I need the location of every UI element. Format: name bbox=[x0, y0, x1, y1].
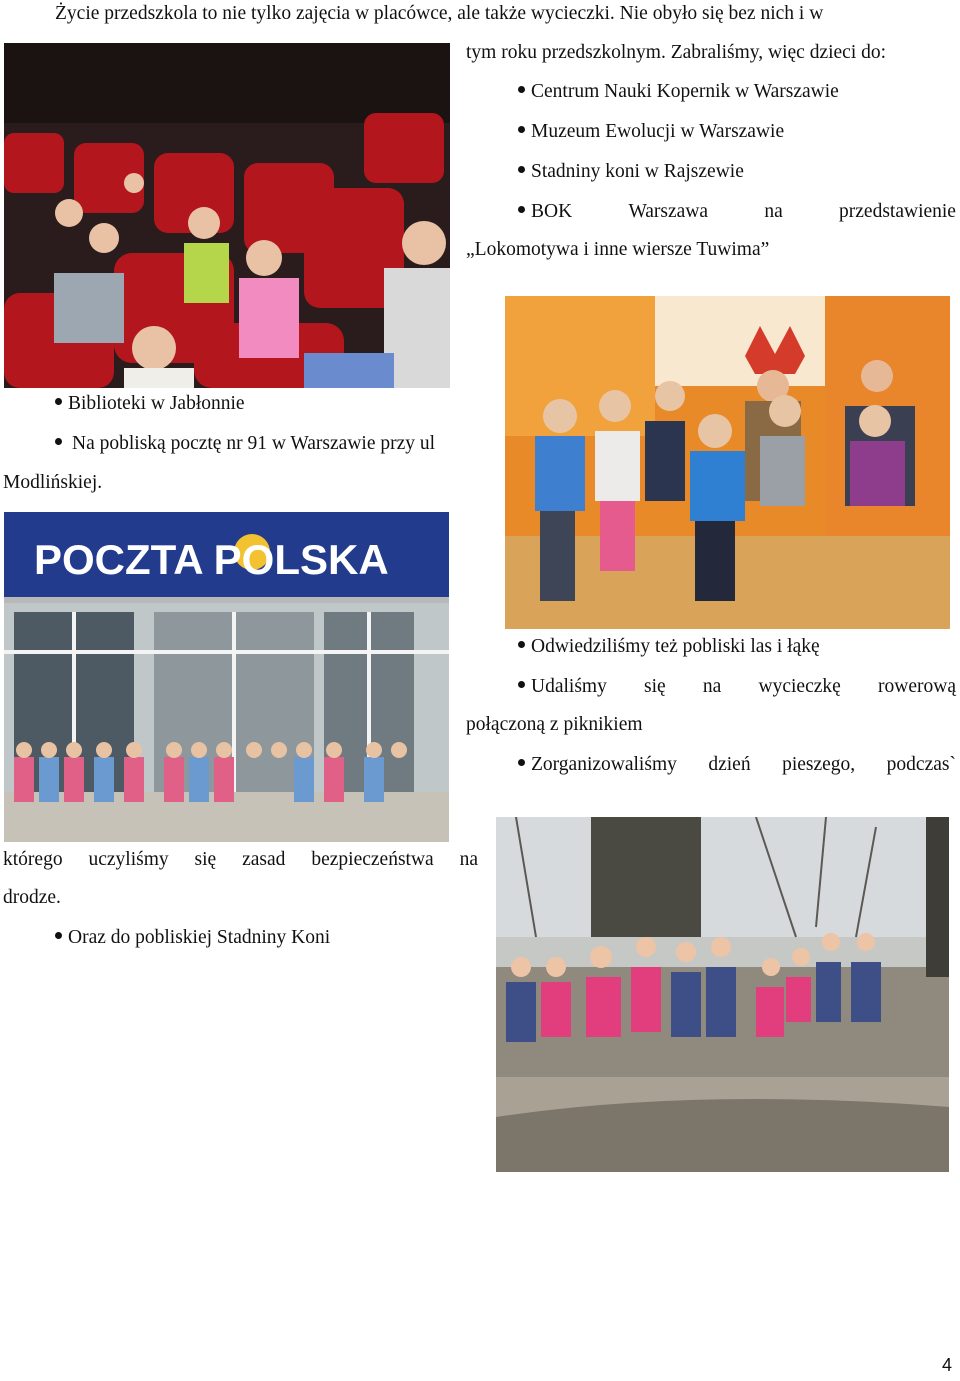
bullet-icon bbox=[518, 126, 525, 133]
intro-line-2: tym roku przedszkolnym. Zabraliśmy, więc dzieci do: bbox=[466, 42, 887, 63]
bullet-icon bbox=[518, 641, 525, 648]
list-item: Odwiedziliśmy też pobliski las i łąkę bbox=[518, 635, 820, 659]
list-item: Muzeum Ewolucji w Warszawie bbox=[518, 120, 784, 144]
photo-post-office-children bbox=[4, 512, 449, 842]
bullet-icon bbox=[518, 681, 525, 688]
photo-theatre-children bbox=[4, 43, 450, 388]
bullet-icon bbox=[55, 932, 62, 939]
list-item-continuation: połączoną z piknikiem bbox=[466, 714, 643, 735]
bullet-icon bbox=[518, 166, 525, 173]
page-number: 4 bbox=[941, 1355, 952, 1375]
bullet-icon bbox=[518, 206, 525, 213]
list-item-continuation: „Lokomotywa i inne wiersze Tuwima” bbox=[466, 239, 770, 260]
bullet-icon bbox=[518, 86, 525, 93]
list-item: Biblioteki w Jabłonnie bbox=[55, 392, 245, 416]
list-item-continuation: którego uczyliśmy się zasad bezpieczeństwa na bbox=[3, 849, 478, 870]
bullet-icon bbox=[518, 759, 525, 766]
bullet-icon bbox=[55, 398, 62, 405]
list-item: Stadniny koni w Rajszewie bbox=[518, 160, 744, 184]
list-item-continuation: Modlińskiej. bbox=[3, 472, 103, 493]
intro-line-1: Życie przedszkola to nie tylko zajęcia w placówce, ale także wycieczki. Nie obyło się bez nich i w bbox=[55, 3, 824, 24]
list-item: Oraz do pobliskiej Stadniny Koni bbox=[55, 926, 330, 950]
list-item: BOK Warszawa na przedstawienie bbox=[518, 200, 956, 224]
photo-outdoor-children-tree bbox=[496, 817, 949, 1172]
list-item: Na pobliską pocztę nr 91 w Warszawie przy ul bbox=[55, 432, 435, 456]
bullet-icon bbox=[55, 438, 62, 445]
list-item: Zorganizowaliśmy dzień pieszego, podczas` bbox=[518, 753, 956, 777]
list-item: Centrum Nauki Kopernik w Warszawie bbox=[518, 80, 839, 104]
list-item: Udaliśmy się na wycieczkę rowerową bbox=[518, 675, 956, 699]
list-item-continuation: drodze. bbox=[3, 887, 61, 908]
photo-children-indoor-group bbox=[505, 296, 950, 629]
post-sign-text: POCZTA POLSKA bbox=[34, 536, 389, 583]
